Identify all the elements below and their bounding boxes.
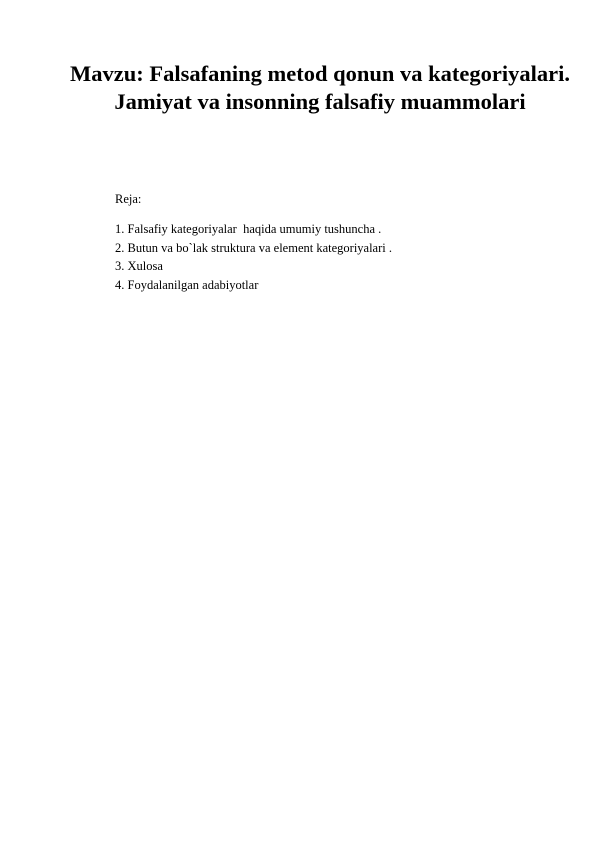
plan-label: Reja: <box>115 192 142 206</box>
document-title: Mavzu: Falsafaning metod qonun va kategoriyalari. Jamiyat va insonning falsafiy muammolari <box>70 61 571 114</box>
plan-item: 3. Xulosa <box>115 259 163 274</box>
plan-list <box>115 220 392 295</box>
plan-item: 4. Foydalanilgan adabiyotlar <box>115 278 259 293</box>
plan-item: 2. Butun va bo`lak struktura va element kategoriyalari . <box>115 240 392 255</box>
plan-item: 1. Falsafiy kategoriyalar haqida umumiy tushuncha . <box>115 222 382 236</box>
